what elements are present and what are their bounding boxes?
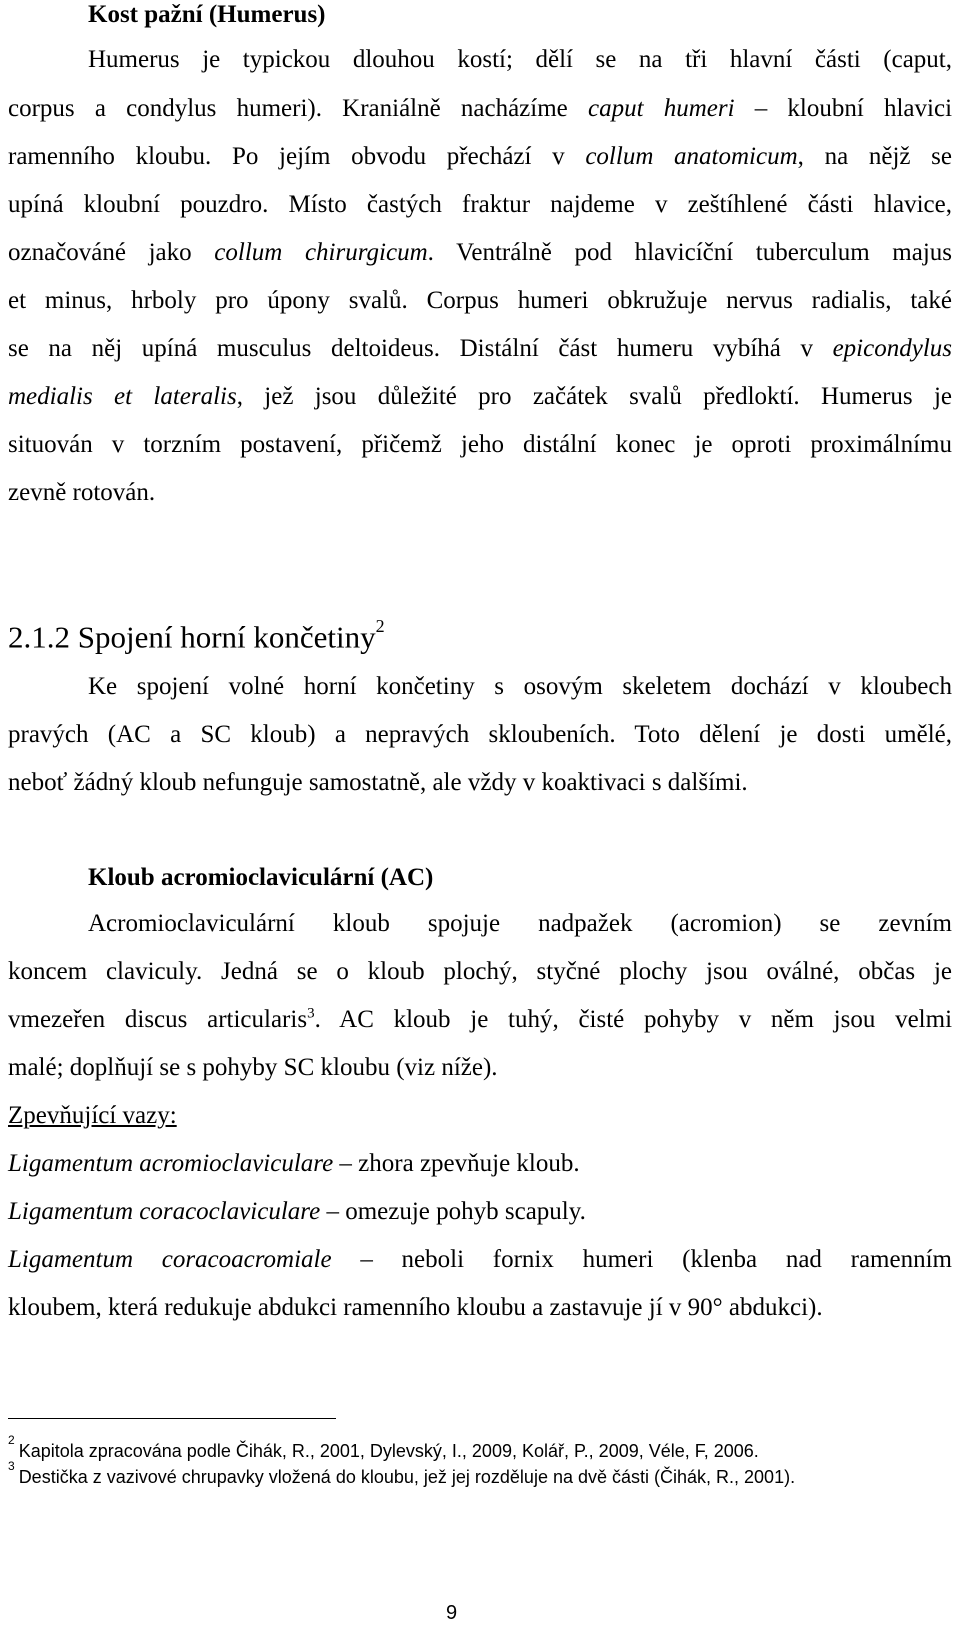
paragraph-line: Ke spojení volné horní končetiny s osovým skeletem dochází v kloubech	[88, 673, 952, 700]
paragraph-line: situován v torzním postavení, přičemž jeho distální konec je oproti proximálnímu	[8, 431, 952, 458]
footnote-ref: 3	[307, 1005, 315, 1022]
heading-humerus: Kost pažní (Humerus)	[88, 1, 326, 28]
paragraph-line: pravých (AC a SC kloub) a nepravých skloubeních. Toto dělení je dosti umělé,	[8, 721, 952, 748]
paragraph-line: Humerus je typickou dlouhou kostí; dělí se na tři hlavní části (caput,	[88, 46, 952, 73]
heading-ac-joint: Kloub acromioclaviculární (AC)	[88, 864, 434, 891]
footnote: $^3$Destička z vazivové chrupavky vložená do kloubu, jež jej rozděluje na dvě části (Čihák, R., 2001).	[8, 1459, 796, 1487]
footnote-ref: 2	[375, 616, 385, 636]
ligaments-label: Zpevňující vazy:	[8, 1102, 177, 1129]
paragraph-line: zevně rotován.	[8, 479, 156, 506]
paragraph-line: označováné jako collum chirurgicum. Ventrálně pod hlavicíční tuberculum majus	[8, 239, 953, 266]
paragraph-line: neboť žádný kloub nefunguje samostatně, ale vždy v koaktivaci s dalšími.	[8, 769, 748, 796]
paragraph-line: upíná kloubní pouzdro. Místo častých fraktur najdeme v zeštíhlené části hlavice,	[8, 191, 952, 218]
footnote-separator	[8, 1418, 336, 1419]
paragraph-line: corpus a condylus humeri). Kraniálně nacházíme caput humeri – kloubní hlavici	[8, 95, 953, 122]
paragraph-line: medialis et lateralis, jež jsou důležité pro začátek svalů předloktí. Humerus je	[8, 383, 952, 410]
paragraph-line: malé; doplňují se s pohyby SC kloubu (viz níže).	[8, 1054, 498, 1081]
ligament-item: Ligamentum coracoclaviculare – omezuje pohyb scapuly.	[8, 1198, 586, 1225]
paragraph-line: kloubem, která redukuje abdukci ramenního kloubu a zastavuje jí v 90° abdukci).	[8, 1294, 823, 1321]
paragraph-line: koncem claviculy. Jedná se o kloub plochý, styčné plochy jsou oválné, občas je	[8, 958, 952, 985]
paragraph-line: se na něj upíná musculus deltoideus. Distální část humeru vybíhá v epicondylus	[8, 335, 952, 362]
footnote: $^2$Kapitola zpracována podle Čihák, R., 2001, Dylevský, I., 2009, Kolář, P., 2009, Véle, F, 2006.	[8, 1433, 759, 1461]
page-number: 9	[446, 1602, 458, 1624]
paragraph-line: ramenního kloubu. Po jejím obvodu přechází v collum anatomicum, na nějž se	[8, 143, 953, 170]
paragraph-line: et minus, hrboly pro úpony svalů. Corpus humeri obkružuje nervus radialis, také	[8, 287, 952, 314]
paragraph-line: vmezeřen discus articularis$^3$. AC kloub je tuhý, čisté pohyby v něm jsou velmi	[8, 1005, 953, 1033]
ligament-item: Ligamentum coracoacromiale – neboli fornix humeri (klenba nad ramenním	[8, 1246, 952, 1273]
section-heading-2-1-2: 2.1.2 Spojení horní končetiny$^2$	[8, 616, 385, 655]
ligament-item: Ligamentum acromioclaviculare – zhora zpevňuje kloub.	[8, 1150, 580, 1177]
paragraph-line: Acromioclaviculární kloub spojuje nadpažek (acromion) se zevním	[88, 910, 952, 937]
